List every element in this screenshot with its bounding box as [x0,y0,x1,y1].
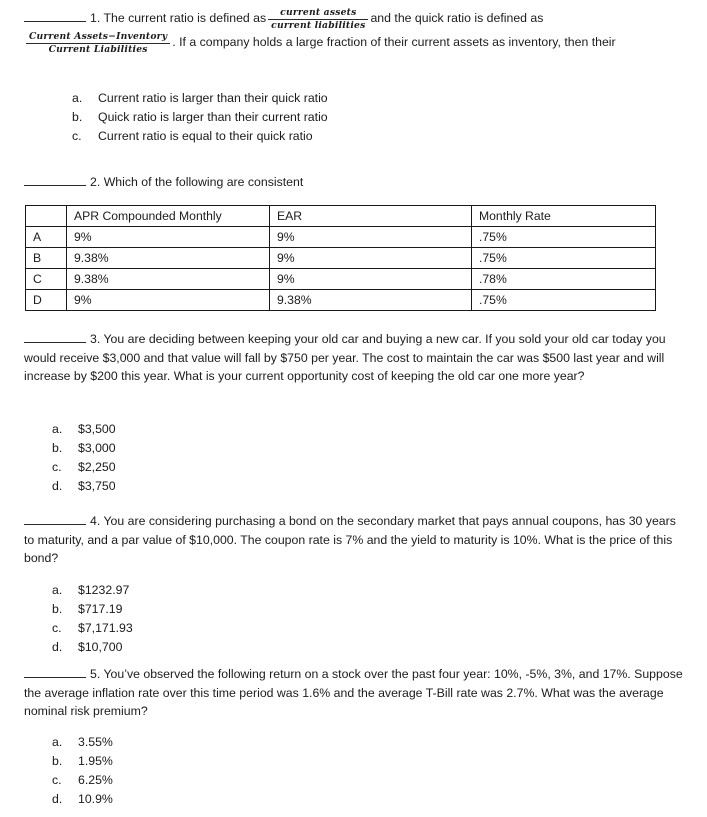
question-1-block [0,7,707,55]
answer-marker: b. [52,441,63,455]
answer-label: $10,700 [78,640,123,654]
answer-label: $3,500 [78,422,116,436]
answer-option[interactable] [52,619,707,638]
answer-label: $717.19 [78,602,123,616]
answer-option[interactable] [52,581,707,600]
table-header-cell-ear: EAR [270,206,472,227]
question-2-prompt: Which of the following are consistent [103,175,304,189]
quick-ratio-fraction [26,31,170,55]
answer-marker: a. [52,583,63,597]
question-5-block [0,665,707,721]
question-4-number: 4. [90,514,101,528]
question-2-text [0,173,707,192]
table-header-cell-apr: APR Compounded Monthly [67,206,270,227]
question-3-answers [0,420,707,496]
table-cell-monthly-rate: .75% [472,290,656,311]
question-4-answers [0,581,707,657]
table-cell-apr: 9.38% [67,269,270,290]
question-2-block [0,173,707,192]
answer-option[interactable] [52,752,707,771]
rates-table-wrapper [0,205,707,311]
answer-marker: a. [52,735,63,749]
answer-label: Current ratio is larger than their quick ratio [98,91,328,105]
table-cell-apr: 9.38% [67,248,270,269]
table-cell-monthly-rate: .78% [472,269,656,290]
question-5-prompt: You’ve observed the following return on a stock over the past four year: 10%, -5%, 3%, and 17%. Suppose the average inflation rate over this time period was 1.6% and the average T-Bill rate was 2.7%. What was the average nominal risk premium? [24,667,683,719]
question-1-answer-blank[interactable] [24,10,86,22]
answer-option[interactable] [52,477,707,496]
table-cell-ear: 9% [270,248,472,269]
question-1-text-part-1: The current ratio is defined as [103,10,267,25]
answer-marker: d. [52,792,63,806]
quick-ratio-denominator: Current Liabilities [26,43,170,56]
question-5-text [0,665,707,721]
table-cell-label: D [26,290,67,311]
question-3-text [0,330,707,386]
table-row[interactable] [26,290,656,311]
answer-marker: c. [52,773,62,787]
question-5-number: 5. [90,667,101,681]
question-2-number: 2. [90,175,101,189]
answer-label: Quick ratio is larger than their current ratio [98,110,328,124]
question-4-text [0,512,707,568]
question-4-block [0,512,707,568]
answer-option[interactable] [52,638,707,657]
table-row[interactable] [26,227,656,248]
answer-marker: b. [52,602,63,616]
table-header-cell-monthly-rate: Monthly Rate [472,206,656,227]
table-row[interactable] [26,248,656,269]
table-cell-ear: 9% [270,269,472,290]
table-cell-apr: 9% [67,227,270,248]
quick-ratio-numerator: Current Assets−Inventory [29,31,168,42]
answer-marker: b. [72,110,83,124]
answer-marker: c. [72,129,82,143]
question-4-answer-blank[interactable] [24,513,86,525]
table-header-row [26,206,656,227]
table-cell-ear: 9% [270,227,472,248]
table-cell-ear: 9.38% [270,290,472,311]
question-1-number: 1. [90,10,101,25]
answer-option[interactable] [72,127,707,146]
answer-label: $3,750 [78,479,116,493]
question-3-number: 3. [90,332,101,346]
table-cell-monthly-rate: .75% [472,227,656,248]
rates-table [25,205,656,311]
answer-marker: b. [52,754,63,768]
answer-label: $1232.97 [78,583,130,597]
answer-marker: a. [52,422,63,436]
current-ratio-fraction [268,7,368,31]
table-header-cell-blank [26,206,67,227]
current-ratio-denominator: current liabilities [268,19,368,32]
answer-label: 1.95% [78,754,113,768]
answer-marker: d. [52,479,63,493]
answer-option[interactable] [52,771,707,790]
answer-label: $3,000 [78,441,116,455]
question-5-answer-blank[interactable] [24,666,86,678]
answer-option[interactable] [72,108,707,127]
answer-label: $2,250 [78,460,116,474]
answer-label: $7,171.93 [78,621,133,635]
table-row[interactable] [26,269,656,290]
answer-option[interactable] [52,733,707,752]
answer-label: Current ratio is equal to their quick ratio [98,129,313,143]
table-cell-label: C [26,269,67,290]
answer-option[interactable] [52,600,707,619]
answer-option[interactable] [52,439,707,458]
answer-marker: d. [52,640,63,654]
question-5-answers [0,733,707,809]
question-3-block [0,330,707,386]
question-1-text-part-3: . If a company holds a large fraction of their current assets as inventory, then their [172,34,616,49]
answer-option[interactable] [52,420,707,439]
table-cell-apr: 9% [67,290,270,311]
question-2-answer-blank[interactable] [24,174,86,186]
table-cell-monthly-rate: .75% [472,248,656,269]
answer-marker: a. [72,91,83,105]
current-ratio-numerator: current assets [280,7,357,18]
question-1-answers [0,89,707,146]
answer-option[interactable] [52,458,707,477]
answer-option[interactable] [52,790,707,809]
answer-label: 10.9% [78,792,113,806]
answer-marker: c. [52,621,62,635]
table-cell-label: A [26,227,67,248]
table-cell-label: B [26,248,67,269]
answer-label: 6.25% [78,773,113,787]
question-4-prompt: You are considering purchasing a bond on the secondary market that pays annual coupons, has 30 years to maturity, and a par value of $10,000. The coupon rate is 7% and the yield to maturity is 10%. What is the price of this bond? [24,514,676,566]
answer-label: 3.55% [78,735,113,749]
question-1-text [0,7,707,55]
answer-option[interactable] [72,89,707,108]
question-1-text-part-2: and the quick ratio is defined as [370,10,544,25]
answer-marker: c. [52,460,62,474]
question-3-prompt: You are deciding between keeping your old car and buying a new car. If you sold your old car today you would receive $3,000 and that value will fall by $750 per year. The cost to maintain the car was $500 last year and will increase by $200 this year. What is your current opportunity cost of keeping the old car one more year? [24,332,666,384]
question-3-answer-blank[interactable] [24,331,86,343]
